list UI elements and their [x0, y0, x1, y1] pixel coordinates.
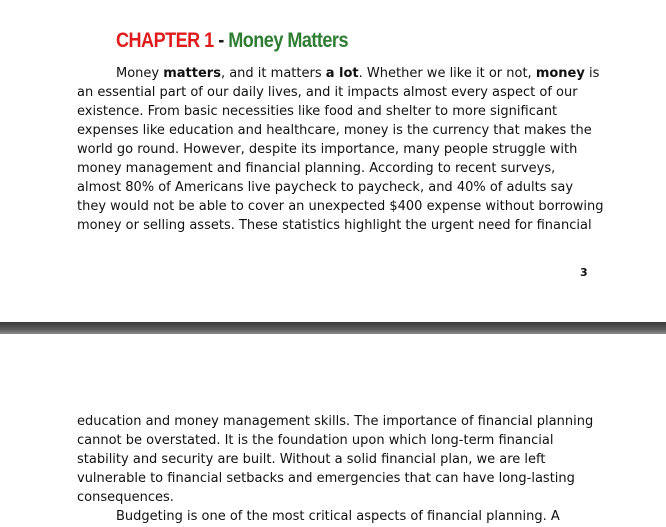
chapter-label: CHAPTER 1 — [116, 29, 214, 52]
paragraph-line: almost 80% of Americans live paycheck to paycheck, and 40% of adults say — [77, 180, 574, 195]
paragraph-line: world go round. However, despite its importance, many people struggle with — [77, 142, 578, 157]
paragraph-line: existence. From basic necessities like food and shelter to more significant — [77, 104, 558, 119]
bold-text-run: matters — [163, 66, 221, 81]
paragraph-line: an essential part of our daily lives, and it impacts almost every aspect of our — [77, 85, 578, 100]
paragraph-line: education and money management skills. The importance of financial planning — [77, 414, 594, 429]
paragraph-line-indented: Budgeting is one of the most critical aspects of financial planning. A — [116, 509, 560, 524]
page-top-paragraph — [77, 64, 604, 235]
page-separator — [0, 322, 666, 334]
paragraph-line: money or selling assets. These statistics highlight the urgent need for financial — [77, 218, 592, 233]
chapter-name: Money Matters — [228, 29, 348, 52]
document-page-bottom — [0, 334, 666, 527]
text-run: , and it matters — [220, 66, 326, 81]
paragraph-line: cannot be overstated. It is the foundation upon which long-term financial — [77, 433, 554, 448]
text-run: Money — [116, 66, 164, 81]
paragraph-line: vulnerable to financial setbacks and emergencies that can have long-lasting — [77, 471, 575, 486]
paragraph-line: they would not be able to cover an unexpected $400 expense without borrowing — [77, 199, 604, 214]
chapter-separator: - — [213, 29, 229, 52]
paragraph-line: stability and security are built. Without a solid financial plan, we are left — [77, 452, 546, 467]
paragraph-first-line — [77, 64, 600, 83]
paragraph-line: money management and financial planning. According to recent surveys, — [77, 161, 556, 176]
paragraph-line: expenses like education and healthcare, money is the currency that makes the — [77, 123, 592, 138]
bold-text-run: a lot — [325, 66, 359, 81]
bold-text-run: money — [535, 66, 585, 81]
paragraph-line: consequences. — [77, 490, 174, 505]
page-number: 3 — [580, 266, 588, 279]
page-bottom-paragraph — [77, 412, 597, 526]
text-run: is — [584, 66, 600, 81]
chapter-heading — [116, 29, 348, 53]
text-run: . Whether we like it or not, — [358, 66, 536, 81]
